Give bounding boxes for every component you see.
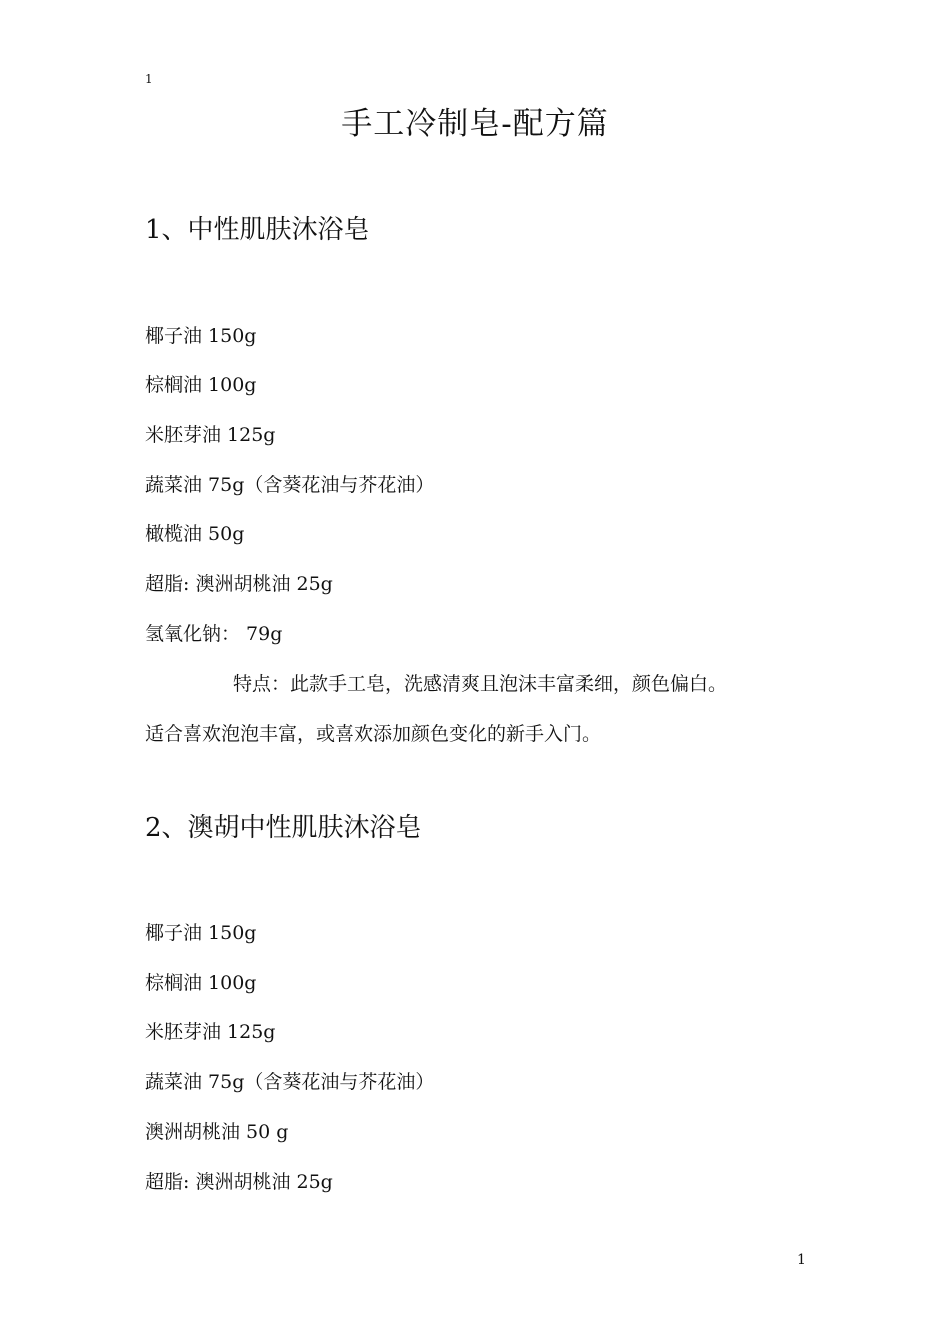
ingredient-line: 椰子油 150g <box>145 325 257 347</box>
ingredient-line: 蔬菜油 75g（含葵花油与芥花油） <box>145 474 435 496</box>
ingredient-line: 超脂: 澳洲胡桃油 25g <box>145 573 333 595</box>
ingredient-line: 橄榄油 50g <box>145 523 245 545</box>
page-number-bottom: 1 <box>797 1252 806 1268</box>
ingredient-line: 澳洲胡桃油 50 g <box>145 1121 289 1143</box>
ingredient-line: 蔬菜油 75g（含葵花油与芥花油） <box>145 1071 435 1093</box>
document-title: 手工冷制皂-配方篇 <box>341 106 609 142</box>
ingredient-line: 棕榈油 100g <box>145 374 257 396</box>
ingredient-line: 米胚芽油 125g <box>145 1021 276 1043</box>
section-heading-neutral-skin-soap: 1、中性肌肤沐浴皂 <box>145 215 370 245</box>
feature-note-line-1: 特点：此款手工皂，洗感清爽且泡沫丰富柔细，颜色偏白。 <box>233 673 728 695</box>
ingredient-line: 超脂: 澳洲胡桃油 25g <box>145 1171 333 1193</box>
ingredient-line: 氢氧化钠： 79g <box>145 623 283 645</box>
page-number-top: 1 <box>145 72 153 86</box>
section-heading-macadamia-neutral-skin-soap: 2、澳胡中性肌肤沐浴皂 <box>145 813 422 843</box>
feature-note-line-2: 适合喜欢泡泡丰富，或喜欢添加颜色变化的新手入门。 <box>145 723 602 745</box>
ingredient-line: 椰子油 150g <box>145 922 257 944</box>
ingredient-line: 米胚芽油 125g <box>145 424 276 446</box>
ingredient-line: 棕榈油 100g <box>145 972 257 994</box>
